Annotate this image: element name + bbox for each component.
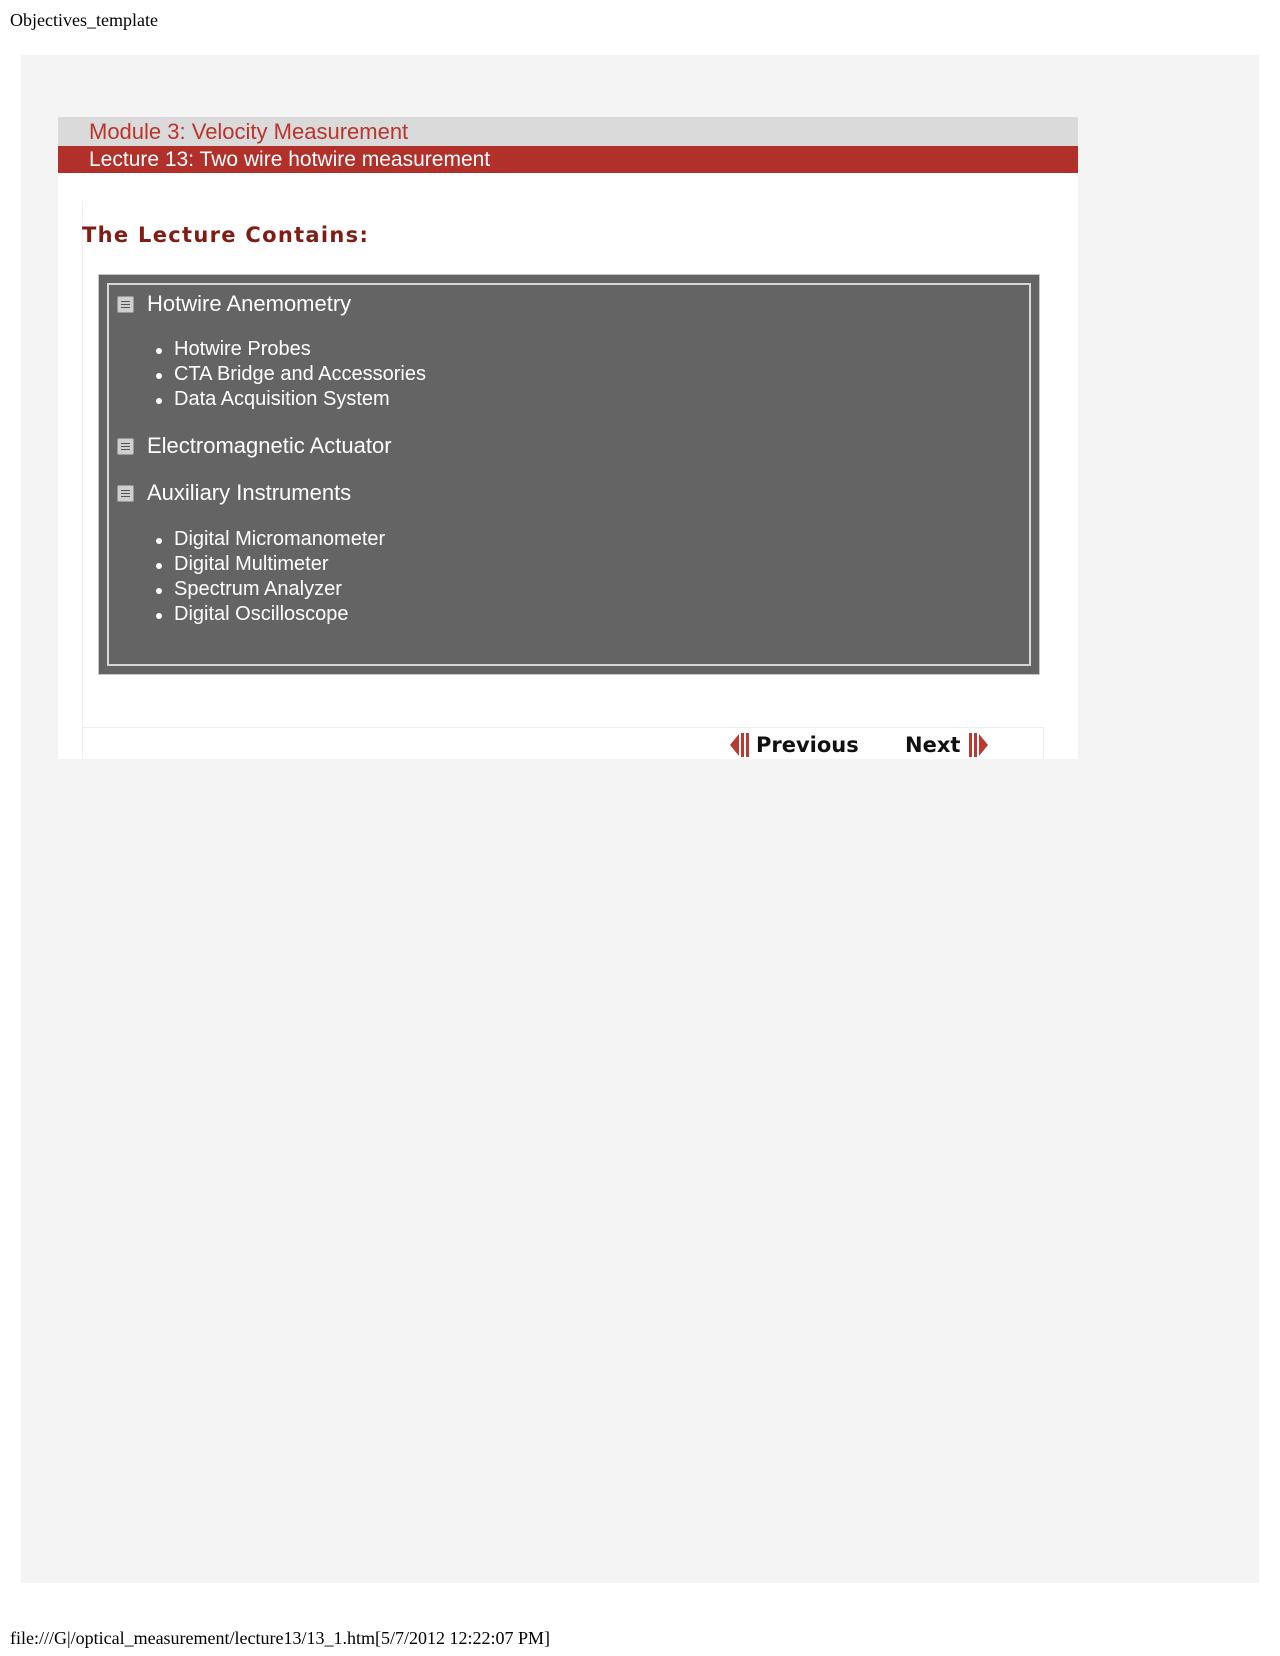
previous-button[interactable] <box>730 733 859 757</box>
document-icon <box>117 485 134 502</box>
subitem-list-hotwire <box>148 337 426 412</box>
topic-hotwire-anemometry <box>117 291 351 317</box>
list-item: Spectrum Analyzer <box>148 577 385 602</box>
topic-electromagnetic-actuator <box>117 433 392 459</box>
topic-label: Electromagnetic Actuator <box>147 433 392 458</box>
topic-label: Hotwire Anemometry <box>147 291 352 316</box>
content-card <box>58 117 1078 759</box>
list-item: Digital Micromanometer <box>148 527 385 552</box>
lecture-contents-frame <box>107 283 1031 666</box>
topic-auxiliary-instruments <box>117 480 351 506</box>
list-item: Digital Multimeter <box>148 552 385 577</box>
previous-arrow-icon <box>730 733 750 757</box>
next-button[interactable] <box>905 733 988 757</box>
print-footer: file:///G|/optical_measurement/lecture13/13_1.htm[5/7/2012 12:22:07 PM] <box>10 1628 551 1648</box>
list-item: CTA Bridge and Accessories <box>148 362 426 387</box>
lecture-title: Lecture 13: Two wire hotwire measurement <box>58 146 1078 173</box>
list-item: Digital Oscilloscope <box>148 602 385 627</box>
previous-label: Previous <box>756 733 859 757</box>
section-title: The Lecture Contains: <box>82 223 370 247</box>
document-icon <box>117 296 134 313</box>
print-header: Objectives_template <box>10 10 158 30</box>
next-arrow-icon <box>968 733 988 757</box>
lecture-contents-box <box>98 274 1040 675</box>
list-item: Data Acquisition System <box>148 387 426 412</box>
subitem-list-auxiliary <box>148 527 385 627</box>
module-title: Module 3: Velocity Measurement <box>58 117 1078 146</box>
topic-label: Auxiliary Instruments <box>147 480 352 505</box>
next-label: Next <box>905 733 961 757</box>
list-item: Hotwire Probes <box>148 337 426 362</box>
navigation-bar <box>82 727 1044 759</box>
page-background <box>21 55 1259 1583</box>
document-icon <box>117 438 134 455</box>
